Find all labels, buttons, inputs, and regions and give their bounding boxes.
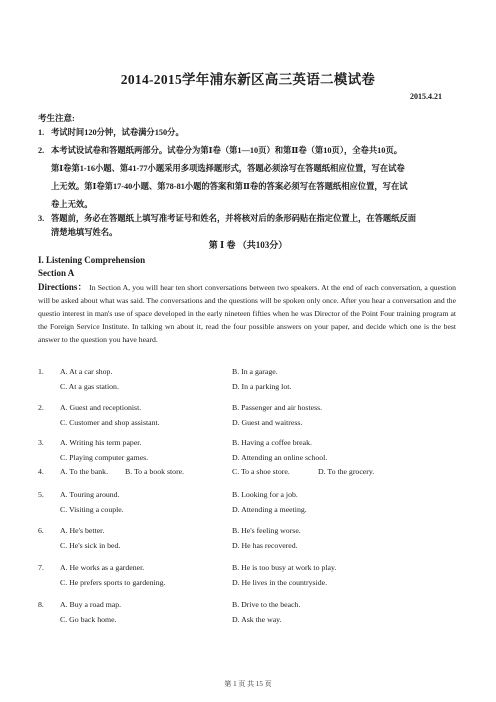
part-heading: 第 Ⅰ 卷 （共103分） (208, 240, 288, 250)
option-d: D. He has recovered. (232, 541, 298, 550)
option-a: A. He works as a gardener. (60, 563, 145, 572)
option-c: C. He's sick in bed. (60, 541, 121, 550)
option-d: D. He lives in the countryside. (232, 578, 328, 587)
notice-item-3-cont-1: 清楚地填写姓名。 (51, 228, 118, 237)
question-number: 7. (38, 563, 44, 572)
notice-item-text: 答题前，务必在答题纸上填写准考证号和姓名，并将核对后的条形码贴在指定位置上，在答题纸反面 (51, 214, 417, 223)
option-d: D. In a parking lot. (232, 382, 292, 391)
notice-item-2 (38, 142, 402, 160)
notice-item-1 (38, 124, 184, 142)
section-heading: I. Listening Comprehension (38, 255, 146, 265)
option-d: D. To the grocery. (318, 467, 375, 476)
option-b: B. In a garage. (232, 367, 278, 376)
option-a: A. Buy a road map. (60, 600, 122, 609)
question-number: 2. (38, 403, 44, 412)
option-d: D. Attending an online school. (232, 453, 328, 462)
section-subheading: Section A (38, 268, 75, 278)
question-number: 8. (38, 600, 44, 609)
option-a: A. Writing his term paper. (60, 438, 142, 447)
notice-item-2-cont-3: 卷上无效。 (51, 200, 93, 209)
option-b: B. Looking for a job. (232, 490, 298, 499)
option-a: A. To the bank. (60, 467, 109, 476)
option-a: A. At a car shop. (60, 367, 113, 376)
option-a: A. He's better. (60, 526, 105, 535)
question-number: 1. (38, 367, 44, 376)
option-b: B. He is too busy at work to play. (232, 563, 337, 572)
question-number: 3. (38, 438, 44, 447)
notice-item-2-cont-1: 第Ⅰ卷第1-16小题、第41-77小题采用多项选择题形式，答题必须涂写在答题纸相应位置，写在试卷 (51, 164, 405, 173)
option-a: A. Touring around. (60, 490, 120, 499)
option-c: C. Go back home. (60, 615, 117, 624)
option-c: C. He prefers sports to gardening. (60, 578, 166, 587)
directions-text: In Section A, you will hear ten short conversations between two speakers. At the end of each conversation, a question will be asked about what was said. The conversations and the questions will be spoken only once. After you hear a conversation and the questio interest in man's use of space developed in the early nineteen fifties when he was Director of the Point Four training program at the Foreign Service Institute. In talking wn about it, read the four possible answers on your paper, and decide which one is the best answer to the question you have heard. (38, 283, 456, 345)
question-number: 5. (38, 490, 44, 499)
directions-label: Directions： (38, 282, 87, 292)
notice-item-number: 3. (38, 214, 45, 223)
question-number: 6. (38, 526, 44, 535)
exam-title: 2014-2015学年浦东新区高三英语二模试卷 (120, 72, 376, 87)
option-d: D. Guest and waitress. (232, 418, 303, 427)
notice-item-number: 1. (38, 128, 45, 137)
notice-heading: 考生注意: (38, 113, 75, 123)
option-b: B. Drive to the beach. (232, 600, 301, 609)
directions-paragraph (38, 281, 456, 346)
option-a: A. Guest and receptionist. (60, 403, 142, 412)
notice-item-text: 本考试设试卷和答题纸两部分。试卷分为第Ⅰ卷（第1—10页）和第Ⅱ卷（第10页），全卷共10页。 (51, 146, 403, 155)
exam-date: 2015.4.21 (410, 92, 442, 101)
option-c: C. At a gas station. (60, 382, 119, 391)
option-c: C. Customer and shop assistant. (60, 418, 160, 427)
option-c: C. To a shoe store. (232, 467, 290, 476)
question-number: 4. (38, 467, 44, 476)
page-footer: 第 1 页 共 15 页 (224, 680, 272, 688)
option-d: D. Ask the way. (232, 615, 282, 624)
option-d: D. Attending a meeting. (232, 505, 307, 514)
option-b: B. Passenger and air hostess. (232, 403, 323, 412)
notice-item-2-cont-2: 上无效。第Ⅰ卷第17-40小题、第78-81小题的答案和第Ⅱ卷的答案必须写在答题纸相应位置，写在试 (51, 182, 408, 191)
option-b: B. Having a coffee break. (232, 438, 312, 447)
notice-item-number: 2. (38, 146, 45, 155)
option-c: C. Visiting a couple. (60, 505, 124, 514)
option-b: B. He's feeling worse. (232, 526, 301, 535)
option-b: B. To a book store. (125, 467, 185, 476)
option-c: C. Playing computer games. (60, 453, 149, 462)
notice-item-text: 考试时间120分钟，试卷满分150分。 (51, 128, 184, 137)
